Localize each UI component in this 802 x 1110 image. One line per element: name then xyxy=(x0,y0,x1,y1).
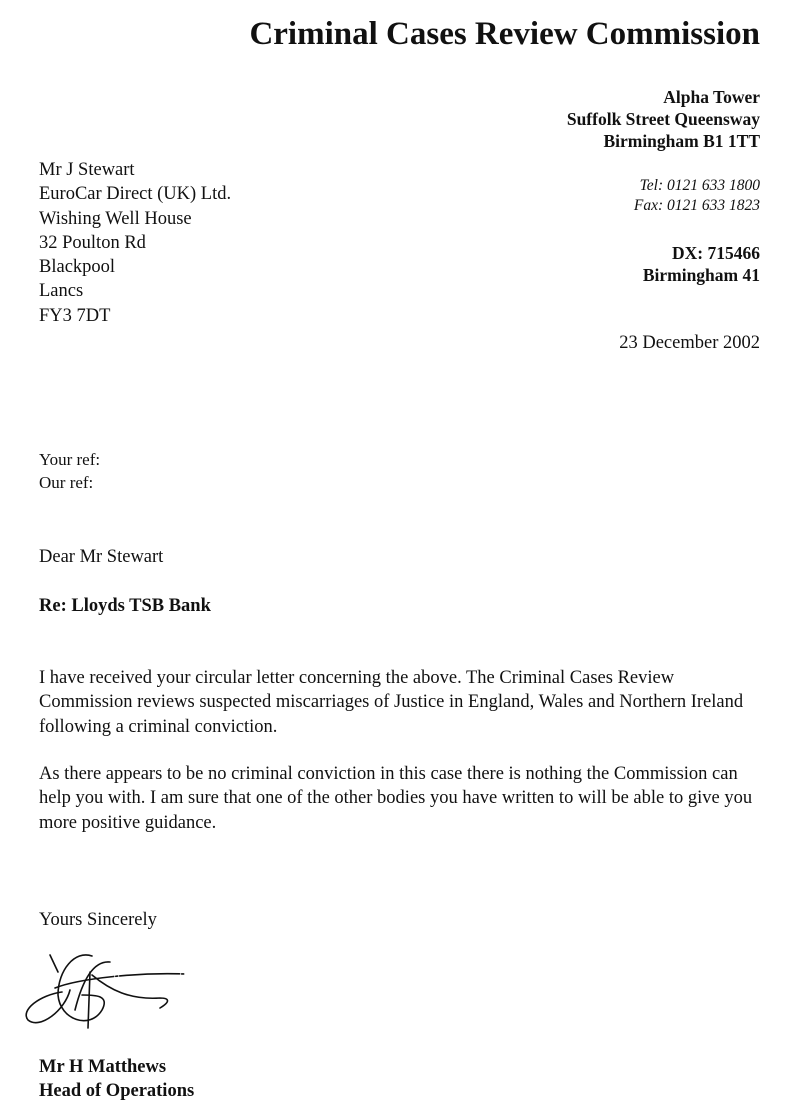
letterhead-title: Criminal Cases Review Commission xyxy=(249,16,760,52)
address-line: Alpha Tower xyxy=(663,87,760,107)
body-paragraph xyxy=(39,762,752,835)
body-line: As there appears to be no criminal conviction in this case there is nothing the Commission can xyxy=(39,764,738,784)
dx-place: Birmingham 41 xyxy=(642,265,760,285)
recipient-line: Lancs xyxy=(39,281,84,302)
salutation: Dear Mr Stewart xyxy=(39,547,164,567)
recipient-address xyxy=(39,158,231,328)
subject-line: Re: Lloyds TSB Bank xyxy=(39,596,211,616)
your-ref: Your ref: xyxy=(39,450,101,469)
contact-numbers xyxy=(634,176,760,216)
address-line: Birmingham B1 1TT xyxy=(603,131,760,151)
letter-date: 23 December 2002 xyxy=(619,333,760,353)
body-paragraph xyxy=(39,666,743,739)
recipient-line: Blackpool xyxy=(39,257,116,278)
recipient-line: 32 Poulton Rd xyxy=(39,232,146,253)
recipient-line: Wishing Well House xyxy=(39,208,192,229)
sender-address xyxy=(567,86,760,152)
signature-icon xyxy=(20,950,190,1035)
signatory-role: Head of Operations xyxy=(39,1081,195,1101)
recipient-line: Mr J Stewart xyxy=(39,160,135,180)
address-line: Suffolk Street Queensway xyxy=(566,109,760,129)
dx-number: DX: 715466 xyxy=(672,243,760,263)
body-line: Commission reviews suspected miscarriages of Justice in England, Wales and Northern Ireland xyxy=(39,692,744,713)
recipient-line: EuroCar Direct (UK) Ltd. xyxy=(39,184,232,205)
body-line: more positive guidance. xyxy=(39,812,217,833)
body-line: help you with. I am sure that one of the other bodies you have written to will be able to give you xyxy=(39,788,753,809)
tel: Tel: 0121 633 1800 xyxy=(639,177,760,194)
closing: Yours Sincerely xyxy=(39,910,157,930)
body-line: I have received your circular letter concerning the above. The Criminal Cases Review xyxy=(39,668,675,688)
signatory-name: Mr H Matthews xyxy=(39,1057,167,1077)
fax: Fax: 0121 633 1823 xyxy=(633,197,760,214)
recipient-line: FY3 7DT xyxy=(39,305,111,326)
references xyxy=(39,448,100,494)
body-line: following a criminal conviction. xyxy=(39,716,278,737)
our-ref: Our ref: xyxy=(39,473,94,492)
dx-block xyxy=(643,242,760,286)
